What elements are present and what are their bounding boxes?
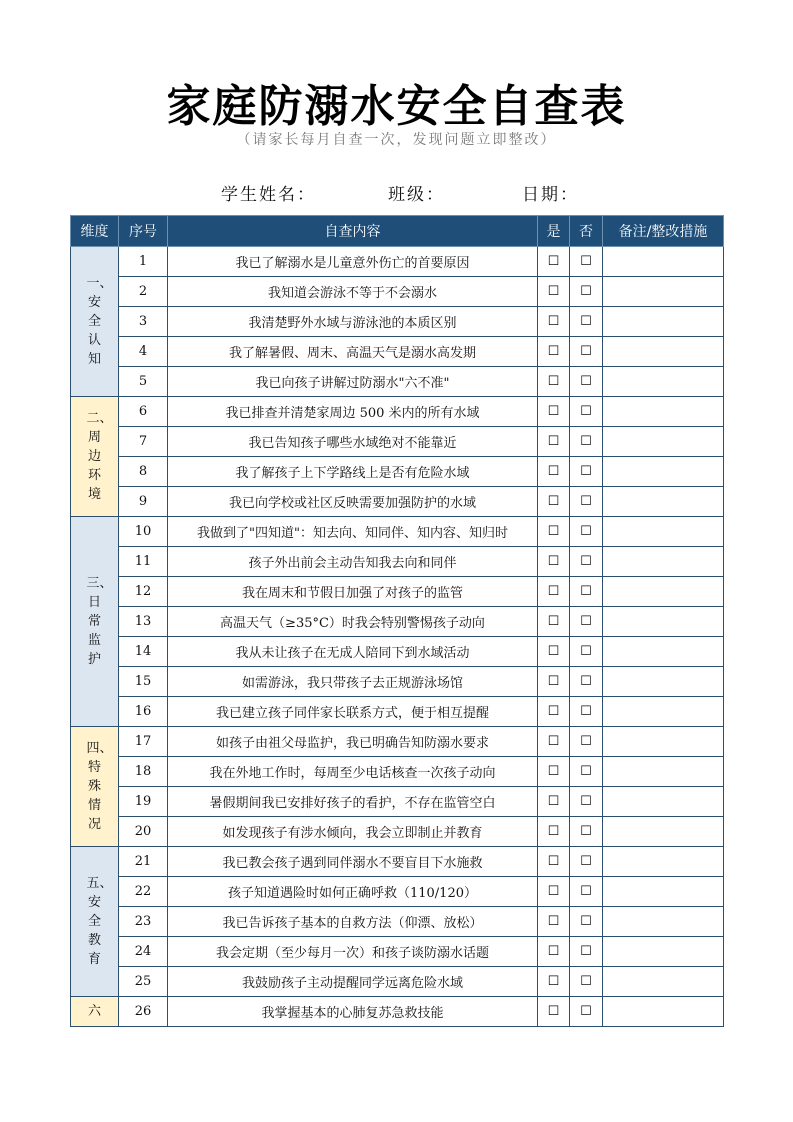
remarks-cell[interactable] (603, 397, 724, 427)
table-row (71, 877, 724, 907)
yes-checkbox[interactable]: ☐ (538, 547, 570, 577)
item-number: 21 (119, 847, 168, 877)
remarks-cell[interactable] (603, 277, 724, 307)
remarks-cell[interactable] (603, 517, 724, 547)
remarks-cell[interactable] (603, 937, 724, 967)
remarks-cell[interactable] (603, 637, 724, 667)
table-row (71, 367, 724, 397)
no-checkbox[interactable]: ☐ (570, 787, 603, 817)
table-row (71, 427, 724, 457)
no-checkbox[interactable]: ☐ (570, 757, 603, 787)
table-row (71, 277, 724, 307)
item-number: 17 (119, 727, 168, 757)
no-checkbox[interactable]: ☐ (570, 667, 603, 697)
item-number: 24 (119, 937, 168, 967)
yes-checkbox[interactable]: ☐ (538, 907, 570, 937)
column-header-content: 自查内容 (168, 216, 538, 247)
yes-checkbox[interactable]: ☐ (538, 667, 570, 697)
no-checkbox[interactable]: ☐ (570, 517, 603, 547)
table-row (71, 787, 724, 817)
no-checkbox[interactable]: ☐ (570, 967, 603, 997)
remarks-cell[interactable] (603, 307, 724, 337)
yes-checkbox[interactable]: ☐ (538, 787, 570, 817)
yes-checkbox[interactable]: ☐ (538, 697, 570, 727)
yes-checkbox[interactable]: ☐ (538, 607, 570, 637)
yes-checkbox[interactable]: ☐ (538, 637, 570, 667)
remarks-cell[interactable] (603, 787, 724, 817)
remarks-cell[interactable] (603, 427, 724, 457)
no-checkbox[interactable]: ☐ (570, 457, 603, 487)
no-checkbox[interactable]: ☐ (570, 487, 603, 517)
column-header-no: 否 (570, 216, 603, 247)
item-number: 23 (119, 907, 168, 937)
item-number: 9 (119, 487, 168, 517)
no-checkbox[interactable]: ☐ (570, 697, 603, 727)
yes-checkbox[interactable]: ☐ (538, 427, 570, 457)
item-content: 我清楚野外水域与游泳池的本质区别 (168, 307, 538, 337)
table-row (71, 577, 724, 607)
no-checkbox[interactable]: ☐ (570, 367, 603, 397)
table-row (71, 547, 724, 577)
item-content: 我已建立孩子同伴家长联系方式，便于相互提醒 (168, 697, 538, 727)
item-number: 11 (119, 547, 168, 577)
page-subtitle: （请家长每月自查一次，发现问题立即整改） (236, 132, 557, 148)
yes-checkbox[interactable]: ☐ (538, 397, 570, 427)
item-number: 25 (119, 967, 168, 997)
dimension-cell (71, 517, 119, 727)
column-header-number: 序号 (119, 216, 168, 247)
item-number: 1 (119, 247, 168, 277)
item-content: 我已向学校或社区反映需要加强防护的水域 (168, 487, 538, 517)
yes-checkbox[interactable]: ☐ (538, 757, 570, 787)
table-row (71, 817, 724, 847)
remarks-cell[interactable] (603, 877, 724, 907)
yes-checkbox[interactable]: ☐ (538, 817, 570, 847)
item-content: 如发现孩子有涉水倾向，我会立即制止并教育 (168, 817, 538, 847)
item-content: 如需游泳，我只带孩子去正规游泳场馆 (168, 667, 538, 697)
remarks-cell[interactable] (603, 967, 724, 997)
no-checkbox[interactable]: ☐ (570, 997, 603, 1027)
item-number: 14 (119, 637, 168, 667)
no-checkbox[interactable]: ☐ (570, 937, 603, 967)
remarks-cell[interactable] (603, 907, 724, 937)
remarks-cell[interactable] (603, 577, 724, 607)
table-row (71, 517, 724, 547)
yes-checkbox[interactable]: ☐ (538, 517, 570, 547)
no-checkbox[interactable]: ☐ (570, 247, 603, 277)
dimension-cell (71, 997, 119, 1027)
item-number: 26 (119, 997, 168, 1027)
item-number: 2 (119, 277, 168, 307)
no-checkbox[interactable]: ☐ (570, 547, 603, 577)
dimension-cell (71, 247, 119, 397)
remarks-cell[interactable] (603, 487, 724, 517)
item-content: 我在外地工作时，每周至少电话核查一次孩子动向 (168, 757, 538, 787)
item-number: 19 (119, 787, 168, 817)
item-number: 8 (119, 457, 168, 487)
yes-checkbox[interactable]: ☐ (538, 847, 570, 877)
item-content: 我会定期（至少每月一次）和孩子谈防溺水话题 (168, 937, 538, 967)
no-checkbox[interactable]: ☐ (570, 817, 603, 847)
item-content: 孩子知道遇险时如何正确呼救（110/120） (168, 877, 538, 907)
remarks-cell[interactable] (603, 607, 724, 637)
yes-checkbox[interactable]: ☐ (538, 967, 570, 997)
no-checkbox[interactable]: ☐ (570, 307, 603, 337)
item-number: 3 (119, 307, 168, 337)
table-row (71, 607, 724, 637)
no-checkbox[interactable]: ☐ (570, 877, 603, 907)
checklist-table (70, 215, 724, 1027)
no-checkbox[interactable]: ☐ (570, 277, 603, 307)
remarks-cell[interactable] (603, 817, 724, 847)
item-content: 暑假期间我已安排好孩子的看护，不存在监管空白 (168, 787, 538, 817)
table-row (71, 397, 724, 427)
table-row (71, 667, 724, 697)
item-content: 如孩子由祖父母监护，我已明确告知防溺水要求 (168, 727, 538, 757)
yes-checkbox[interactable]: ☐ (538, 277, 570, 307)
item-content: 我掌握基本的心肺复苏急救技能 (168, 997, 538, 1027)
item-content: 我在周末和节假日加强了对孩子的监管 (168, 577, 538, 607)
item-number: 4 (119, 337, 168, 367)
remarks-cell[interactable] (603, 997, 724, 1027)
no-checkbox[interactable]: ☐ (570, 607, 603, 637)
no-checkbox[interactable]: ☐ (570, 727, 603, 757)
yes-checkbox[interactable]: ☐ (538, 877, 570, 907)
table-row (71, 307, 724, 337)
dimension-label: 三、日常监护 (86, 576, 113, 667)
remarks-cell[interactable] (603, 847, 724, 877)
remarks-cell[interactable] (603, 247, 724, 277)
page-title: 家庭防溺水安全自查表 (166, 81, 627, 132)
table-row (71, 937, 724, 967)
item-number: 10 (119, 517, 168, 547)
table-row (71, 487, 724, 517)
remarks-cell[interactable] (603, 697, 724, 727)
item-content: 高温天气（≥35°C）时我会特别警惕孩子动向 (168, 607, 538, 637)
item-number: 13 (119, 607, 168, 637)
item-content: 我从未让孩子在无成人陪同下到水域活动 (168, 637, 538, 667)
item-number: 5 (119, 367, 168, 397)
item-content: 我知道会游泳不等于不会溺水 (168, 277, 538, 307)
item-content: 我已告诉孩子基本的自救方法（仰漂、放松） (168, 907, 538, 937)
item-number: 6 (119, 397, 168, 427)
yes-checkbox[interactable]: ☐ (538, 577, 570, 607)
dimension-cell (71, 847, 119, 997)
table-row (71, 967, 724, 997)
table-header-row (71, 216, 724, 247)
no-checkbox[interactable]: ☐ (570, 427, 603, 457)
dimension-label: 二、周边环境 (86, 411, 113, 502)
item-content: 孩子外出前会主动告知我去向和同伴 (168, 547, 538, 577)
yes-checkbox[interactable]: ☐ (538, 727, 570, 757)
yes-checkbox[interactable]: ☐ (538, 337, 570, 367)
remarks-cell[interactable] (603, 367, 724, 397)
class-label: 班级： (388, 185, 445, 205)
yes-checkbox[interactable]: ☐ (538, 367, 570, 397)
dimension-label: 五、安全教育 (86, 876, 113, 967)
table-row (71, 907, 724, 937)
dimension-label: 六 (87, 1004, 101, 1019)
yes-checkbox[interactable]: ☐ (538, 997, 570, 1027)
dimension-cell (71, 727, 119, 847)
yes-checkbox[interactable]: ☐ (538, 247, 570, 277)
item-number: 22 (119, 877, 168, 907)
column-header-yes: 是 (538, 216, 570, 247)
table-row (71, 697, 724, 727)
no-checkbox[interactable]: ☐ (570, 337, 603, 367)
remarks-cell[interactable] (603, 667, 724, 697)
item-number: 20 (119, 817, 168, 847)
no-checkbox[interactable]: ☐ (570, 397, 603, 427)
student-name-label: 学生姓名： (221, 185, 316, 205)
yes-checkbox[interactable]: ☐ (538, 937, 570, 967)
no-checkbox[interactable]: ☐ (570, 637, 603, 667)
table-row (71, 847, 724, 877)
yes-checkbox[interactable]: ☐ (538, 307, 570, 337)
remarks-cell[interactable] (603, 457, 724, 487)
item-content: 我了解暑假、周末、高温天气是溺水高发期 (168, 337, 538, 367)
no-checkbox[interactable]: ☐ (570, 847, 603, 877)
dimension-cell (71, 397, 119, 517)
column-header-dimension: 维度 (71, 216, 119, 247)
table-row (71, 997, 724, 1027)
date-label: 日期： (522, 185, 579, 205)
table-row (71, 637, 724, 667)
item-content: 我鼓励孩子主动提醒同学远离危险水域 (168, 967, 538, 997)
item-content: 我做到了"四知道"：知去向、知同伴、知内容、知归时 (168, 517, 538, 547)
remarks-cell[interactable] (603, 757, 724, 787)
remarks-cell[interactable] (603, 547, 724, 577)
item-number: 18 (119, 757, 168, 787)
column-header-remarks: 备注/整改措施 (603, 216, 724, 247)
item-content: 我已向孩子讲解过防溺水"六不准" (168, 367, 538, 397)
item-number: 7 (119, 427, 168, 457)
dimension-label: 四、特殊情况 (86, 741, 113, 832)
table-row (71, 757, 724, 787)
item-content: 我已教会孩子遇到同伴溺水不要盲目下水施救 (168, 847, 538, 877)
remarks-cell[interactable] (603, 337, 724, 367)
item-content: 我已告知孩子哪些水域绝对不能靠近 (168, 427, 538, 457)
item-content: 我已了解溺水是儿童意外伤亡的首要原因 (168, 247, 538, 277)
table-row (71, 337, 724, 367)
yes-checkbox[interactable]: ☐ (538, 487, 570, 517)
item-content: 我了解孩子上下学路线上是否有危险水域 (168, 457, 538, 487)
no-checkbox[interactable]: ☐ (570, 577, 603, 607)
table-row (71, 247, 724, 277)
item-number: 12 (119, 577, 168, 607)
item-number: 16 (119, 697, 168, 727)
no-checkbox[interactable]: ☐ (570, 907, 603, 937)
item-number: 15 (119, 667, 168, 697)
yes-checkbox[interactable]: ☐ (538, 457, 570, 487)
table-row (71, 727, 724, 757)
dimension-label: 一、安全认知 (86, 276, 113, 367)
remarks-cell[interactable] (603, 727, 724, 757)
item-content: 我已排查并清楚家周边 500 米内的所有水域 (168, 397, 538, 427)
table-row (71, 457, 724, 487)
